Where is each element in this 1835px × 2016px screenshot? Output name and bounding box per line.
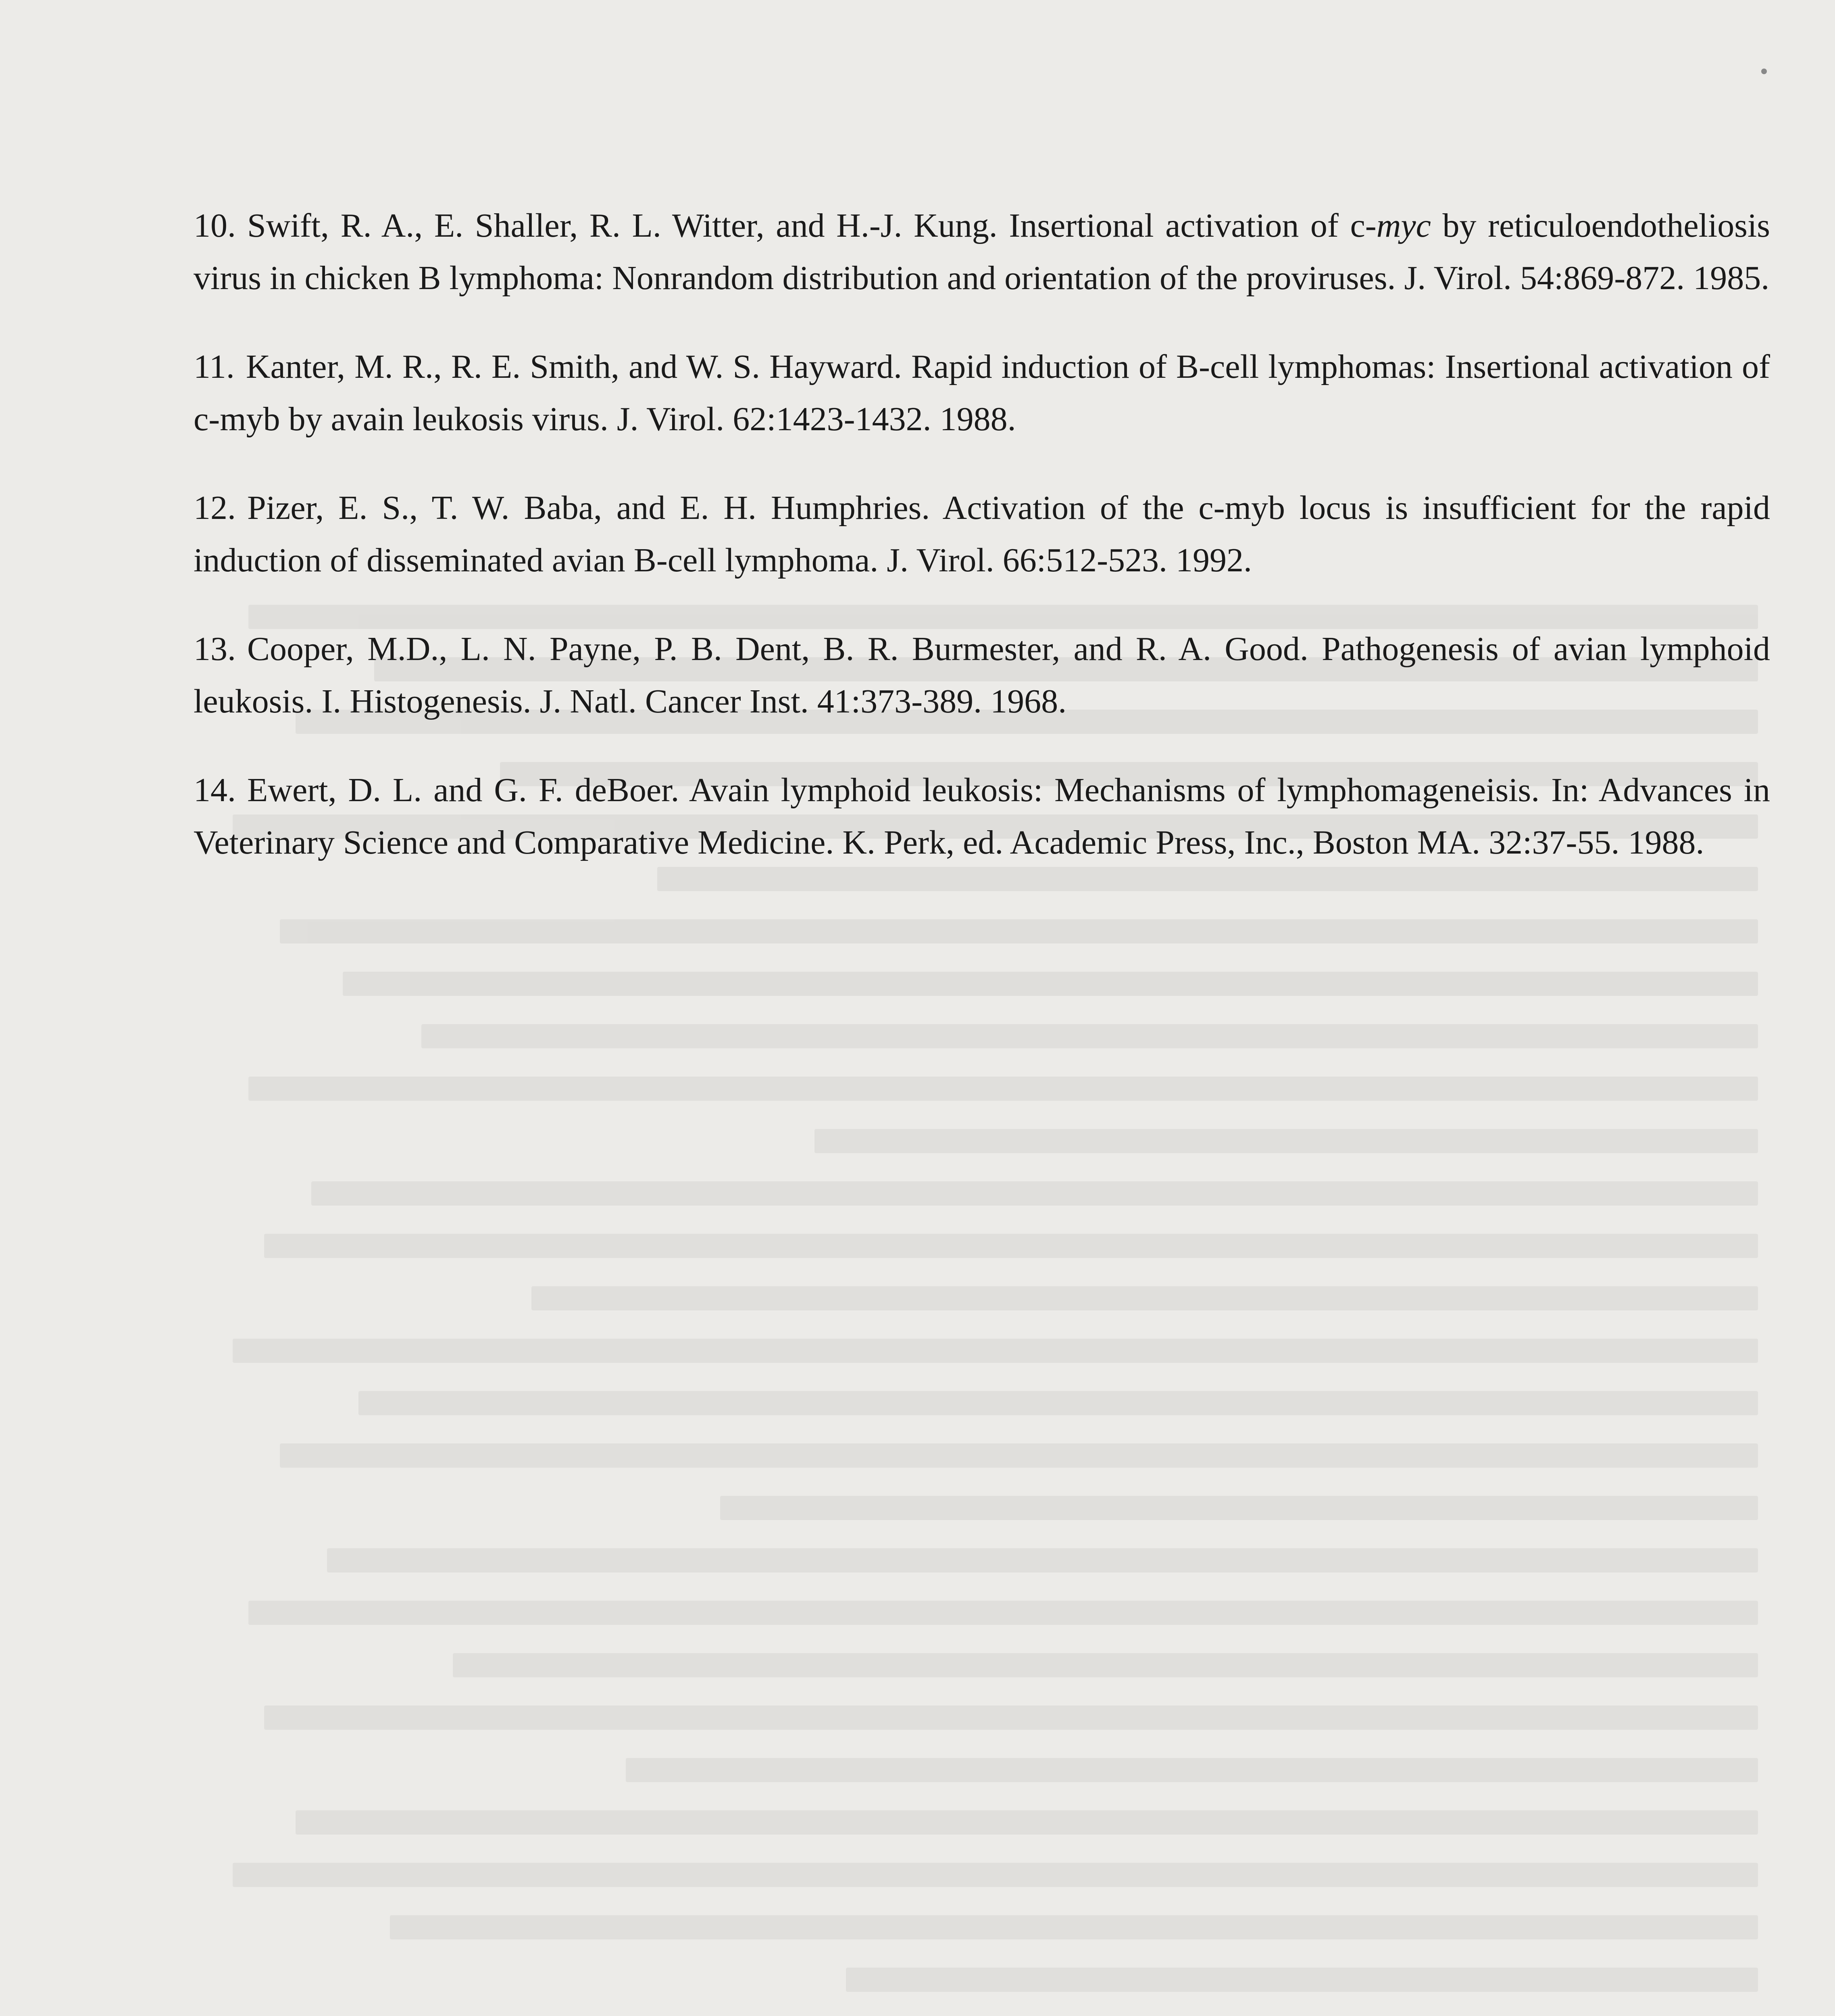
reference-number: 10.: [194, 207, 236, 244]
reference-text: Pizer, E. S., T. W. Baba, and E. H. Humphries. Activation of the c-myb locus is insufficient for the rapid induction of disseminated avian B-cell lymphoma. J. Virol. 66:512-523. 1992.: [194, 489, 1770, 579]
reference-number: 12.: [194, 489, 236, 527]
reference-text-cont: by reticuloendotheliosis virus in chicken B lymphoma: Nonrandom distribution and orientation of the proviruses. J. Virol. 54:869-872. 1985.: [194, 207, 1770, 297]
reference-text: Swift, R. A., E. Shaller, R. L. Witter, and H.-J. Kung. Insertional activation of c-: [247, 207, 1377, 244]
reference-item-12: [194, 482, 1770, 587]
reference-gene-italic: myc: [1376, 207, 1431, 244]
scan-speck: [1761, 69, 1767, 74]
reference-item-11: [194, 341, 1770, 446]
reference-item-13: [194, 623, 1770, 728]
reference-number: 13.: [194, 630, 236, 668]
reference-text: Ewert, D. L. and G. F. deBoer. Avain lymphoid leukosis: Mechanisms of lymphomageneisis. In: Advances in Veterinary Science and Comparative Medicine. K. Perk, ed. Academic Press, Inc., Boston MA. 32:37-55. 1988.: [194, 771, 1770, 861]
reference-number: 14.: [194, 771, 236, 809]
reference-text: Kanter, M. R., R. E. Smith, and W. S. Hayward. Rapid induction of B-cell lymphomas: Insertional activation of c-myb by avain leukosis virus. J. Virol. 62:1423-1432. 1988.: [194, 348, 1770, 438]
reference-number: 11.: [194, 348, 235, 385]
reference-text: Cooper, M.D., L. N. Payne, P. B. Dent, B. R. Burmester, and R. A. Good. Pathogenesis of avian lymphoid leukosis. I. Histogenesis. J. Natl. Cancer Inst. 41:373-389. 1968.: [194, 630, 1770, 720]
reference-item-14: [194, 764, 1770, 869]
reference-list: [194, 200, 1770, 905]
reference-item-10: [194, 200, 1770, 304]
